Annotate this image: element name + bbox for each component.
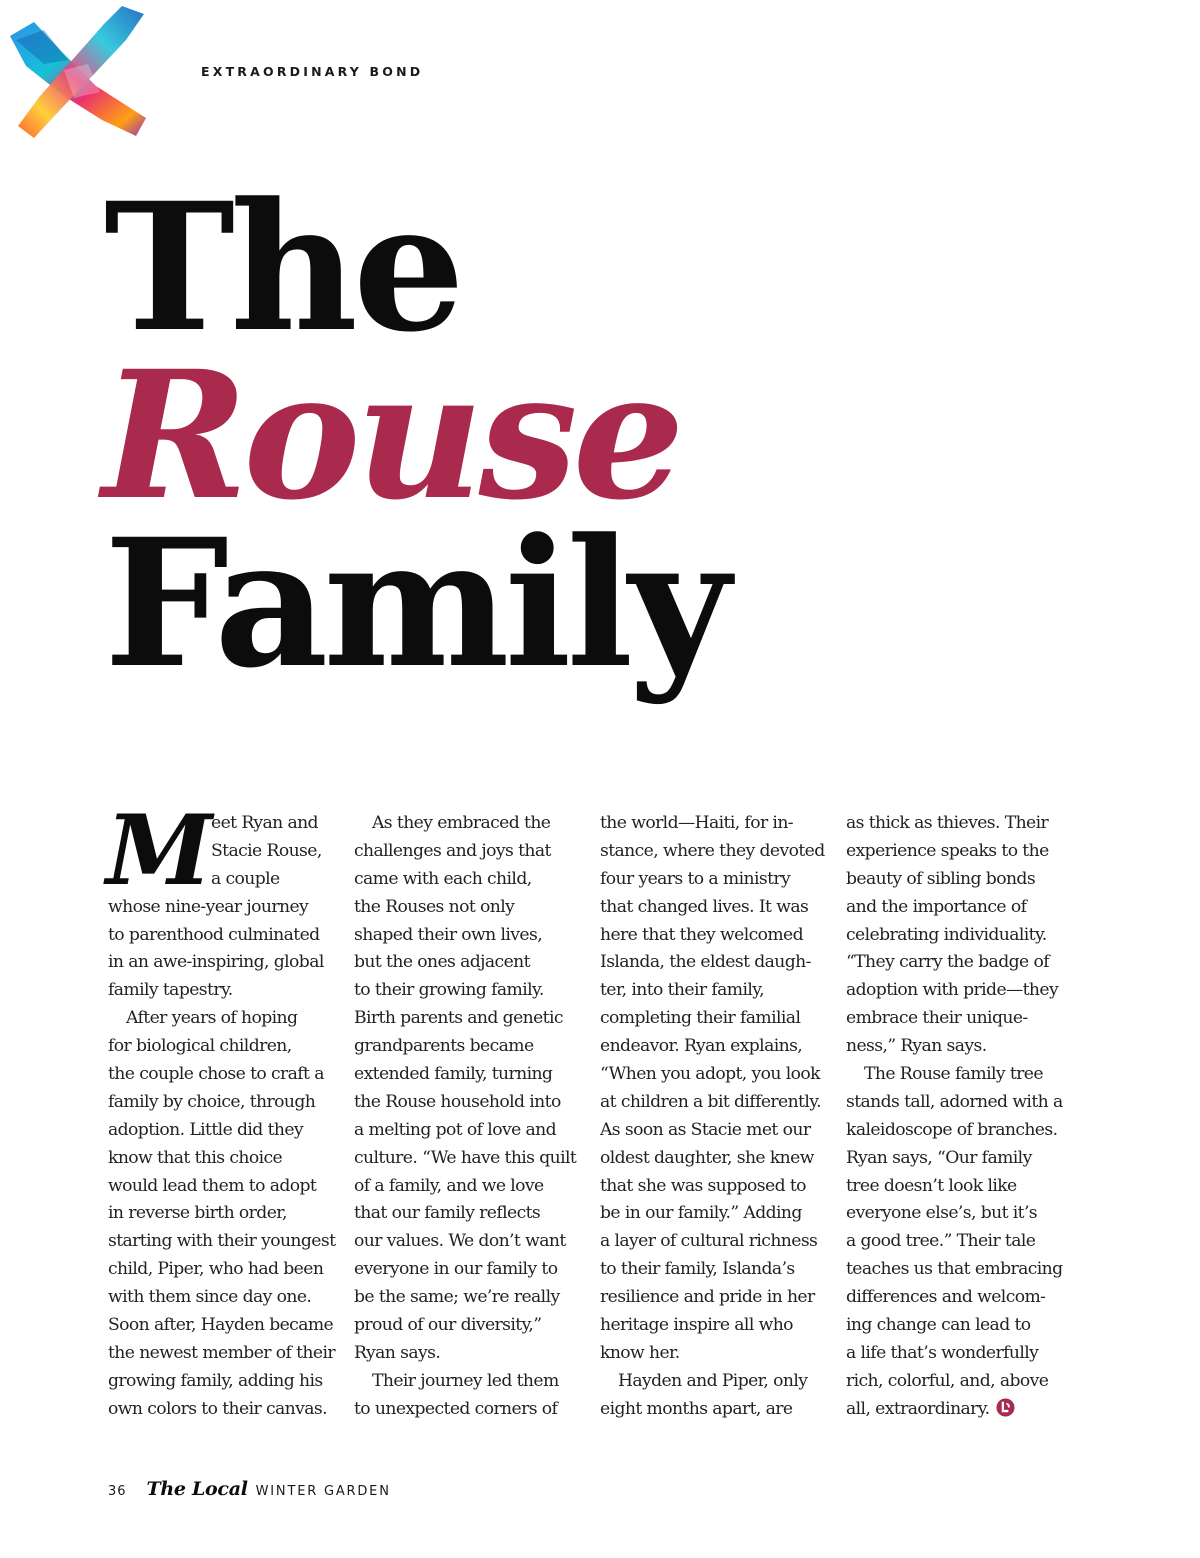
body-line: stands tall, adorned with a: [846, 1091, 1063, 1112]
body-line: “When you adopt, you look: [600, 1064, 820, 1085]
publication-brand: The Local: [146, 1478, 248, 1500]
body-line: in an awe-inspiring, global: [108, 952, 324, 973]
page-footer: [108, 1478, 391, 1502]
section-kicker: EXTRAORDINARY BOND: [201, 64, 424, 79]
body-line: Birth parents and genetic: [354, 1008, 563, 1029]
body-line: kaleidoscope of branches.: [846, 1119, 1058, 1140]
body-line: stance, where they devoted: [600, 840, 825, 861]
title-line-2: Rouse: [102, 332, 680, 539]
body-line: a life that’s wonderfully: [846, 1342, 1039, 1363]
body-line: the Rouses not only: [354, 896, 515, 917]
body-line: The Rouse family tree: [864, 1064, 1043, 1085]
body-line: but the ones adjacent: [354, 952, 530, 973]
body-line: to unexpected corners of: [354, 1398, 558, 1419]
body-line: Islanda, the eldest daugh-: [600, 952, 811, 973]
body-line: eight months apart, are: [600, 1398, 793, 1419]
body-line: As they embraced the: [372, 813, 551, 833]
body-line: teaches us that embracing: [846, 1259, 1063, 1280]
body-line: a layer of cultural richness: [600, 1231, 818, 1252]
body-line: know that this choice: [108, 1147, 283, 1168]
body-line: oldest daughter, she knew: [600, 1147, 814, 1168]
body-line: own colors to their canvas.: [108, 1398, 327, 1419]
body-line: heritage inspire all who: [600, 1315, 793, 1336]
body-line: here that they welcomed: [600, 924, 804, 945]
body-line: our values. We don’t want: [354, 1231, 566, 1252]
body-line: the couple chose to craft a: [108, 1064, 324, 1085]
body-line: to their growing family.: [354, 980, 544, 1001]
body-line: a good tree.” Their tale: [846, 1231, 1036, 1252]
body-line: adoption with pride—they: [846, 980, 1059, 1001]
article-title: [102, 164, 726, 707]
body-line: challenges and joys that: [354, 840, 551, 861]
body-line: differences and welcom-: [846, 1287, 1046, 1308]
body-line: at children a bit differently.: [600, 1091, 821, 1112]
article-column-1: [106, 794, 346, 1424]
body-line: as thick as thieves. Their: [846, 813, 1049, 833]
body-line: everyone in our family to: [354, 1259, 558, 1280]
body-line: eet Ryan and: [211, 813, 318, 833]
body-line: a melting pot of love and: [354, 1119, 557, 1140]
body-line: ness,” Ryan says.: [846, 1036, 987, 1057]
body-line: Ryan says, “Our family: [846, 1147, 1032, 1168]
publication-edition: WINTER GARDEN: [255, 1484, 391, 1499]
body-line: growing family, adding his: [108, 1370, 323, 1391]
body-line: everyone else’s, but it’s: [846, 1203, 1038, 1224]
body-line: Stacie Rouse,: [211, 840, 322, 861]
body-line: child, Piper, who had been: [108, 1259, 324, 1280]
body-line: After years of hoping: [126, 1008, 298, 1029]
article-column-4: [846, 810, 1084, 1424]
body-line: be in our family.” Adding: [600, 1203, 802, 1224]
body-line: grandparents became: [354, 1036, 534, 1057]
title-line-3: Family: [104, 500, 726, 707]
body-line: that she was supposed to: [600, 1175, 806, 1196]
body-line: extended family, turning: [354, 1064, 553, 1085]
body-line: the Rouse household into: [354, 1091, 561, 1112]
body-line-last: [846, 1396, 1084, 1424]
body-line: the newest member of their: [108, 1342, 335, 1363]
body-line: rich, colorful, and, above: [846, 1370, 1049, 1391]
body-line: Hayden and Piper, only: [618, 1370, 808, 1391]
page-number: 36: [108, 1484, 127, 1499]
body-line: that our family reflects: [354, 1203, 541, 1224]
body-line: that changed lives. It was: [600, 896, 809, 917]
body-line: Ryan says.: [354, 1342, 441, 1363]
title-line-1: The: [104, 164, 460, 371]
drop-cap: M: [106, 794, 212, 907]
body-line: to parenthood culminated: [108, 924, 320, 945]
body-line: with them since day one.: [108, 1287, 312, 1308]
body-line: proud of our diversity,”: [354, 1315, 542, 1336]
body-line: tree doesn’t look like: [846, 1175, 1017, 1196]
body-line: for biological children,: [108, 1036, 292, 1057]
body-line: family tapestry.: [108, 980, 233, 1001]
body-line: whose nine-year journey: [108, 896, 309, 917]
body-line: Their journey led them: [372, 1370, 559, 1391]
body-line: four years to a ministry: [600, 868, 791, 889]
body-line: “They carry the badge of: [846, 952, 1049, 973]
body-line: beauty of sibling bonds: [846, 868, 1036, 889]
body-line: of a family, and we love: [354, 1175, 544, 1196]
body-line: to their family, Islanda’s: [600, 1259, 795, 1280]
body-line: experience speaks to the: [846, 840, 1049, 861]
body-line: embrace their unique-: [846, 1008, 1028, 1029]
body-line: be the same; we’re really: [354, 1287, 560, 1308]
local-logo-end-icon: [996, 1398, 1015, 1417]
body-line: celebrating individuality.: [846, 924, 1047, 945]
brush-x-icon: [4, 0, 154, 144]
body-line: resilience and pride in her: [600, 1287, 815, 1308]
body-line: ing change can lead to: [846, 1315, 1031, 1336]
body-line: family by choice, through: [108, 1091, 316, 1112]
body-line: starting with their youngest: [108, 1231, 336, 1252]
body-line: shaped their own lives,: [354, 924, 543, 945]
body-line: in reverse birth order,: [108, 1203, 287, 1224]
body-line: As soon as Stacie met our: [600, 1119, 811, 1140]
body-line: came with each child,: [354, 868, 532, 889]
body-line: would lead them to adopt: [108, 1175, 317, 1196]
body-line: and the importance of: [846, 896, 1027, 917]
body-line: Soon after, Hayden became: [108, 1315, 334, 1336]
body-line: a couple: [211, 868, 280, 889]
body-line: endeavor. Ryan explains,: [600, 1036, 803, 1057]
body-line: the world—Haiti, for in-: [600, 813, 793, 833]
body-line: ter, into their family,: [600, 980, 764, 1001]
body-line: adoption. Little did they: [108, 1119, 304, 1140]
body-line: know her.: [600, 1342, 680, 1363]
article-column-3: [600, 810, 838, 1424]
article-column-2: [354, 810, 592, 1424]
body-line-last-text: all, extraordinary.: [846, 1398, 990, 1419]
body-line: completing their familial: [600, 1008, 801, 1029]
body-line: culture. “We have this quilt: [354, 1147, 577, 1168]
